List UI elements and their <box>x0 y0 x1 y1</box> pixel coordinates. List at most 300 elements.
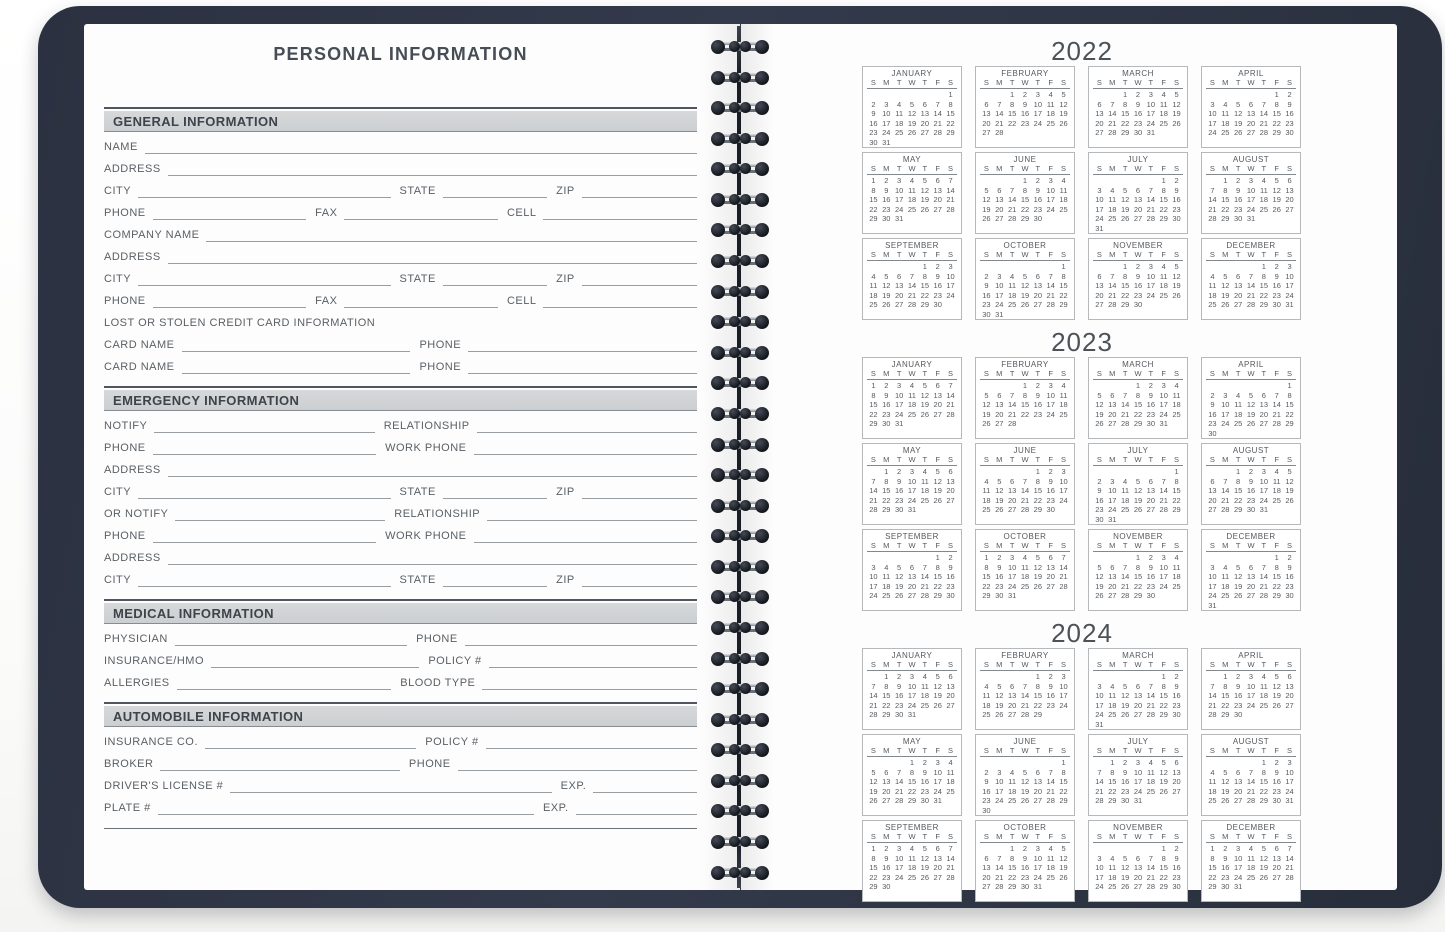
day-cell: 20 <box>1246 581 1256 591</box>
section-header: EMERGENCY INFORMATION <box>104 390 697 411</box>
spiral-ring <box>711 40 769 54</box>
day-cell: 27 <box>1108 419 1117 428</box>
empty-day-cell <box>1144 467 1157 477</box>
wire-dot <box>740 102 751 113</box>
day-cell: 3 <box>1248 176 1254 185</box>
day-cell: 7 <box>1110 99 1115 109</box>
day-cell: 5 <box>1287 467 1292 476</box>
field-label: NOTIFY <box>104 420 148 432</box>
day-cell: 20 <box>1108 409 1117 419</box>
day-cell: 30 <box>1208 428 1217 438</box>
day-cell: 2 <box>1287 553 1292 562</box>
day-cell: 2 <box>1035 176 1040 185</box>
day-cell: 27 <box>933 872 942 882</box>
day-cell: 30 <box>920 796 930 805</box>
day-grid <box>1093 552 1183 601</box>
weekday-label: S <box>983 746 989 755</box>
day-cell: 3 <box>1210 562 1215 572</box>
day-cell: 19 <box>1272 691 1281 700</box>
day-cell: 11 <box>1272 476 1281 486</box>
day-cell: 21 <box>1259 581 1269 591</box>
empty-day-cell <box>1006 758 1019 768</box>
weekday-label: S <box>1287 164 1293 173</box>
form-field <box>104 573 391 587</box>
day-cell: 23 <box>1233 700 1243 710</box>
day-cell: 2 <box>1097 476 1102 486</box>
day-cell: 26 <box>1172 118 1181 128</box>
field-blank-line <box>138 495 390 499</box>
day-cell: 22 <box>882 495 891 505</box>
day-cell: 24 <box>1095 882 1104 891</box>
field-blank-line <box>486 745 697 749</box>
weekday-label: W <box>1134 746 1142 755</box>
weekday-label: S <box>983 250 989 259</box>
day-grid <box>1206 671 1296 720</box>
day-cell: 30 <box>1033 214 1043 223</box>
day-cell: 26 <box>933 700 942 710</box>
day-cell: 6 <box>922 99 927 109</box>
form-field <box>104 294 306 308</box>
day-cell: 5 <box>1274 176 1279 185</box>
month-calendar <box>1088 648 1188 730</box>
day-grid <box>980 757 1070 815</box>
weekday-header <box>867 747 957 757</box>
day-cell: 11 <box>1121 486 1130 495</box>
month-calendar <box>975 66 1075 148</box>
weekday-label: M <box>883 660 890 669</box>
spiral-ring <box>711 804 769 818</box>
day-cell: 8 <box>1236 476 1241 486</box>
weekday-label: F <box>1048 78 1053 87</box>
form-row <box>104 433 697 455</box>
weekday-label: S <box>983 541 989 550</box>
day-cell: 2 <box>1048 467 1053 476</box>
day-cell: 17 <box>1159 400 1168 409</box>
wire-dot <box>729 102 740 113</box>
day-cell: 1 <box>1223 176 1228 185</box>
month-calendar <box>862 648 962 730</box>
month-calendar <box>975 152 1075 234</box>
weekday-label: M <box>1109 832 1116 841</box>
form-sections <box>104 107 697 815</box>
day-cell: 24 <box>1259 495 1269 505</box>
day-cell: 21 <box>1221 495 1230 505</box>
day-cell: 3 <box>1236 844 1241 853</box>
day-cell: 25 <box>1046 872 1055 882</box>
field-blank-line <box>177 686 392 690</box>
form-field <box>547 485 697 499</box>
day-cell: 1 <box>871 176 876 185</box>
weekday-label: T <box>922 164 928 173</box>
field-label: ADDRESS <box>104 552 161 564</box>
wire-dot <box>755 438 769 452</box>
weekday-label: S <box>1096 78 1102 87</box>
day-grid <box>980 552 1070 601</box>
day-cell: 8 <box>984 562 989 572</box>
field-blank-line <box>474 539 697 543</box>
day-cell: 17 <box>1133 777 1143 786</box>
weekday-label: S <box>1174 541 1180 550</box>
day-cell: 17 <box>1208 581 1217 591</box>
weekday-label: T <box>1148 746 1154 755</box>
day-cell: 28 <box>1046 796 1055 805</box>
day-cell: 26 <box>982 419 991 428</box>
day-cell: 26 <box>1159 786 1168 796</box>
day-cell: 2 <box>884 176 889 185</box>
weekday-header <box>867 251 957 261</box>
form-row <box>104 154 697 176</box>
day-cell: 10 <box>995 777 1004 786</box>
month-grid <box>862 66 1302 320</box>
day-cell: 4 <box>1261 176 1266 185</box>
day-cell: 1 <box>1035 467 1040 476</box>
form-field <box>407 632 697 646</box>
day-cell: 6 <box>1110 562 1115 572</box>
day-cell: 4 <box>1261 672 1266 681</box>
day-cell: 19 <box>1095 581 1104 591</box>
field-label: PHONE <box>104 295 146 307</box>
day-cell: 19 <box>1020 786 1030 796</box>
day-cell: 24 <box>1108 505 1117 514</box>
day-cell: 19 <box>882 290 891 300</box>
day-cell: 10 <box>1046 390 1055 400</box>
wire-dot <box>729 316 740 327</box>
day-cell: 30 <box>1172 710 1181 719</box>
day-cell: 15 <box>1120 281 1130 290</box>
day-cell: 26 <box>995 505 1004 514</box>
month-calendar <box>975 648 1075 730</box>
weekday-label: W <box>1247 541 1255 550</box>
day-cell: 11 <box>946 767 955 777</box>
weekday-label: F <box>1161 832 1166 841</box>
day-cell: 18 <box>982 700 991 710</box>
day-grid <box>867 671 957 720</box>
wire-dot <box>729 133 740 144</box>
empty-day-cell <box>1044 262 1057 272</box>
day-cell: 26 <box>1095 419 1104 428</box>
field-blank-line <box>145 150 697 154</box>
field-blank-line <box>443 194 547 198</box>
weekday-label: W <box>908 250 916 259</box>
day-cell: 24 <box>1221 419 1230 428</box>
wire-dot <box>711 254 725 268</box>
day-cell: 16 <box>1246 486 1256 495</box>
day-cell: 13 <box>1108 572 1117 581</box>
day-cell: 28 <box>1272 419 1281 428</box>
day-cell: 9 <box>1022 853 1028 863</box>
day-cell: 14 <box>1208 691 1217 700</box>
day-cell: 17 <box>869 581 878 591</box>
month-name: JULY <box>1127 737 1149 746</box>
day-cell: 31 <box>1208 600 1217 610</box>
day-cell: 30 <box>995 591 1004 600</box>
field-label: BLOOD TYPE <box>400 677 476 689</box>
day-cell: 22 <box>1033 700 1043 710</box>
spiral-ring <box>711 193 769 207</box>
wire-dot <box>740 255 751 266</box>
day-cell: 13 <box>1133 863 1143 872</box>
field-label: FAX <box>315 295 338 307</box>
weekday-label: T <box>896 78 902 87</box>
field-blank-line <box>160 767 399 771</box>
day-cell: 28 <box>1246 796 1256 805</box>
day-cell: 15 <box>869 195 878 204</box>
day-cell: 4 <box>1048 844 1053 853</box>
weekday-header <box>1206 79 1296 89</box>
day-cell: 29 <box>1033 710 1043 719</box>
day-cell: 22 <box>1208 872 1217 882</box>
day-cell: 11 <box>1208 777 1217 786</box>
empty-day-cell <box>1232 90 1245 100</box>
day-cell: 14 <box>1246 777 1256 786</box>
day-cell: 22 <box>1221 700 1230 710</box>
day-cell: 19 <box>1095 409 1104 419</box>
weekday-label: S <box>1096 832 1102 841</box>
day-cell: 22 <box>1020 204 1030 214</box>
wire-dot <box>755 346 769 360</box>
day-cell: 6 <box>1135 681 1141 691</box>
weekday-label: T <box>896 250 902 259</box>
day-cell: 9 <box>1148 390 1153 400</box>
day-cell: 17 <box>1146 281 1156 290</box>
weekday-label: S <box>1287 455 1293 464</box>
day-cell: 22 <box>1259 290 1269 300</box>
empty-day-cell <box>906 90 919 100</box>
day-cell: 28 <box>1020 710 1030 719</box>
form-field <box>104 228 697 242</box>
day-cell: 21 <box>995 118 1004 128</box>
weekday-label: F <box>1274 832 1279 841</box>
weekday-label: S <box>1096 660 1102 669</box>
day-cell: 22 <box>1172 495 1181 505</box>
day-cell: 1 <box>871 381 876 390</box>
day-grid <box>980 261 1070 319</box>
day-cell: 6 <box>1274 844 1279 853</box>
day-cell: 18 <box>1259 195 1269 204</box>
day-cell: 23 <box>1133 290 1143 300</box>
day-cell: 3 <box>884 99 889 109</box>
day-cell: 8 <box>935 562 940 572</box>
page-title: PERSONAL INFORMATION <box>273 44 528 64</box>
weekday-label: M <box>883 455 890 464</box>
wire-dot <box>755 193 769 207</box>
day-cell: 4 <box>884 562 889 572</box>
day-cell: 9 <box>1174 853 1179 863</box>
day-cell: 10 <box>1059 476 1068 486</box>
day-cell: 17 <box>1007 572 1017 581</box>
weekday-label: S <box>870 455 876 464</box>
day-cell: 22 <box>1259 786 1269 796</box>
day-cell: 28 <box>1046 300 1055 309</box>
day-cell: 30 <box>882 882 891 891</box>
weekday-label: S <box>1209 660 1215 669</box>
day-cell: 9 <box>1248 476 1254 486</box>
day-cell: 15 <box>920 281 930 290</box>
form-field <box>104 632 407 646</box>
day-grid <box>1093 380 1183 429</box>
day-cell: 7 <box>948 381 953 390</box>
field-label: PHONE <box>104 442 146 454</box>
day-cell: 28 <box>1259 591 1269 600</box>
day-cell: 9 <box>1123 767 1128 777</box>
weekday-header <box>1093 79 1183 89</box>
empty-day-cell <box>1119 176 1132 186</box>
day-cell: 16 <box>869 118 878 128</box>
day-grid <box>1206 552 1296 610</box>
field-blank-line <box>489 664 697 668</box>
form-field <box>547 272 697 286</box>
weekday-label: F <box>935 369 940 378</box>
day-cell: 29 <box>1108 796 1117 805</box>
day-cell: 4 <box>909 176 915 185</box>
day-cell: 7 <box>871 681 876 691</box>
day-cell: 30 <box>1120 796 1130 805</box>
day-cell: 23 <box>1020 118 1030 128</box>
weekday-label: S <box>1287 541 1293 550</box>
day-cell: 9 <box>922 767 927 777</box>
field-blank-line <box>543 304 697 308</box>
day-cell: 24 <box>1208 128 1217 137</box>
wire-dot <box>740 286 751 297</box>
day-cell: 16 <box>1120 777 1130 786</box>
day-cell: 22 <box>1120 118 1130 128</box>
day-cell: 25 <box>1059 409 1068 419</box>
day-cell: 23 <box>1208 419 1217 428</box>
day-cell: 2 <box>1274 758 1279 767</box>
day-cell: 25 <box>882 591 891 600</box>
day-cell: 20 <box>1095 290 1104 300</box>
spiral-ring <box>711 866 769 880</box>
day-cell: 4 <box>1148 758 1153 767</box>
spiral-ring <box>711 254 769 268</box>
month-calendar <box>862 357 962 439</box>
wire-dot <box>711 468 725 482</box>
empty-day-cell <box>1031 758 1044 768</box>
day-cell: 18 <box>1059 400 1068 409</box>
day-cell: 22 <box>1120 290 1130 300</box>
day-cell: 17 <box>894 400 904 409</box>
day-cell: 11 <box>882 572 891 581</box>
day-cell: 11 <box>920 681 929 691</box>
day-cell: 26 <box>869 796 878 805</box>
day-cell: 8 <box>1123 99 1128 109</box>
day-cell: 5 <box>997 476 1002 486</box>
wire-dot <box>740 408 751 419</box>
month-calendar <box>1088 238 1188 320</box>
day-cell: 22 <box>882 700 891 710</box>
day-cell: 6 <box>948 467 953 476</box>
empty-day-cell <box>1206 758 1219 768</box>
form-field <box>104 463 697 477</box>
day-cell: 13 <box>907 572 917 581</box>
form-field <box>306 206 498 220</box>
day-cell: 23 <box>882 204 891 214</box>
weekday-label: S <box>1209 369 1215 378</box>
month-calendar <box>975 820 1075 902</box>
day-grid <box>867 89 957 147</box>
weekday-label: T <box>1261 455 1267 464</box>
wire-dot <box>729 867 740 878</box>
day-cell: 31 <box>1095 719 1104 729</box>
month-name: JULY <box>1127 155 1149 164</box>
wire-dot <box>740 469 751 480</box>
day-cell: 17 <box>1208 118 1217 128</box>
day-cell: 4 <box>1010 271 1015 281</box>
day-cell: 27 <box>1246 591 1256 600</box>
weekday-label: M <box>1222 369 1229 378</box>
day-cell: 24 <box>1095 710 1104 719</box>
day-cell: 8 <box>1061 271 1066 281</box>
day-cell: 1 <box>1261 758 1266 767</box>
weekday-label: M <box>883 164 890 173</box>
wire-dot <box>729 744 740 755</box>
weekday-label: W <box>908 164 916 173</box>
day-cell: 10 <box>1208 572 1217 581</box>
form-field <box>375 419 697 433</box>
day-cell: 27 <box>946 700 955 710</box>
weekday-label: W <box>1021 250 1029 259</box>
wire-dot <box>711 713 725 727</box>
day-cell: 20 <box>1033 786 1043 796</box>
day-cell: 21 <box>1020 700 1030 710</box>
month-calendar <box>1088 66 1188 148</box>
day-cell: 30 <box>1172 882 1181 891</box>
form-row <box>104 132 697 154</box>
form-field <box>391 573 548 587</box>
day-cell: 3 <box>1161 553 1166 562</box>
day-cell: 15 <box>882 486 891 495</box>
empty-day-cell <box>1106 467 1119 477</box>
empty-day-cell <box>867 553 880 563</box>
weekday-label: T <box>1235 164 1241 173</box>
day-cell: 5 <box>1061 90 1066 99</box>
day-cell: 29 <box>1272 591 1281 600</box>
day-cell: 14 <box>946 853 955 863</box>
day-cell: 19 <box>1172 109 1181 118</box>
day-cell: 21 <box>1108 118 1117 128</box>
day-cell: 19 <box>1120 872 1130 882</box>
day-cell: 27 <box>1172 786 1181 796</box>
weekday-label: M <box>996 455 1003 464</box>
wire-dot <box>755 529 769 543</box>
weekday-label: F <box>1161 455 1166 464</box>
day-cell: 14 <box>1146 691 1156 700</box>
spiral-ring <box>711 285 769 299</box>
day-cell: 1 <box>1123 90 1128 99</box>
weekday-label: S <box>1174 164 1180 173</box>
day-cell: 11 <box>1046 99 1055 109</box>
day-cell: 12 <box>1133 486 1143 495</box>
day-cell: 30 <box>1246 505 1256 514</box>
weekday-label: F <box>1161 746 1166 755</box>
day-cell: 6 <box>1035 767 1040 777</box>
form-field <box>410 338 697 352</box>
weekday-label: F <box>1048 250 1053 259</box>
month-name: JANUARY <box>891 69 933 78</box>
weekday-header <box>1093 833 1183 843</box>
day-cell: 6 <box>997 185 1002 195</box>
day-grid <box>867 261 957 310</box>
weekday-header <box>1093 370 1183 380</box>
day-cell: 19 <box>1059 109 1068 118</box>
empty-day-cell <box>1144 672 1157 682</box>
day-cell: 4 <box>922 672 927 681</box>
day-cell: 27 <box>1033 796 1043 805</box>
empty-day-cell <box>1093 758 1106 768</box>
day-cell: 3 <box>1261 467 1266 476</box>
weekday-label: S <box>1061 164 1067 173</box>
form-row <box>104 565 697 587</box>
